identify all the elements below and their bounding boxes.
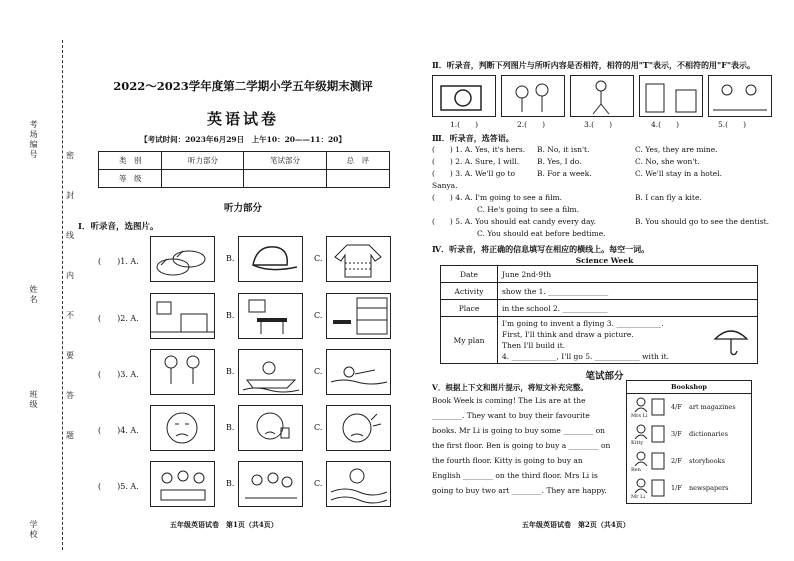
option-b-label: B. [226,367,235,376]
choice-b[interactable]: B. You should go to see the dentist. [635,217,770,226]
q1-title: Ⅰ．听录音，选图片。 [78,222,159,232]
floor-item: art magazines [689,403,736,411]
swimming-image [326,349,391,395]
boat-image [238,349,303,395]
choice-b[interactable]: B. No, it isn't. [537,145,590,154]
camera-image [432,75,496,117]
choice-b[interactable]: B. Yes, I do. [537,157,582,166]
option-b-label: B. [226,423,235,432]
writing-section-title: 笔试部分 [585,371,624,382]
science-week-table [440,265,758,364]
sun-icon [327,462,390,506]
score-cell[interactable] [244,170,326,188]
library-image [326,293,391,339]
seal-char: 不 [66,311,74,320]
option-c-label: C. [314,254,323,263]
choice-a[interactable]: ( ) 2. A. Sure, I will. [432,157,520,166]
floor-number: 2/F [671,457,682,465]
street-image [639,75,703,117]
option-c-label: C. [314,479,323,488]
room-image [150,293,215,339]
q2-answer-slots [432,119,777,130]
score-cell[interactable] [162,170,244,188]
book-icon [651,452,665,470]
sick-face-image [150,405,215,451]
camera-icon [433,76,495,116]
floor-item: dictionaries [689,430,728,438]
plan-line: First, I'll think and draw a picture. [502,330,634,339]
q2-slot[interactable]: 4.( ) [651,120,680,129]
item-number: ( )2. A. [98,314,139,323]
subject-title: 英语试卷 [206,110,279,128]
table-icon [239,294,302,338]
umbrella-icon [711,323,751,357]
building-icon [640,76,702,116]
activity-value[interactable]: show the 1. ________________ [498,283,758,300]
q3-row [432,144,777,156]
score-table [98,151,390,188]
plan-line: 4. ____________, I'll go 5. ____________ with it. [502,352,669,361]
children-image [150,349,215,395]
q2-title: Ⅱ．听录音，判断下列图片与所听内容是否相符，相符的用"T"表示，不相符的用"F"表示。 [432,60,756,70]
footer-left: 五年级英语试卷 第1页（共4页） [170,520,278,529]
choice-a[interactable]: ( ) 4. A. I'm going to see a film. [432,193,562,202]
exam-room-label: 考场编号 [29,120,38,160]
name-label: 姓名 [29,285,38,305]
floor-item: newspapers [689,484,729,492]
q1-item-5 [78,461,408,511]
book-icon [651,398,665,416]
choice-b[interactable]: B. I can fly a kite. [635,193,702,202]
toothache-image [238,405,303,451]
bookshop-floor-row [627,394,751,421]
people-icon [239,462,302,506]
option-c-label: C. [314,367,323,376]
bookshop-floor-row [627,421,751,448]
picnic-image [238,461,303,507]
swimmer-icon [327,350,390,394]
q3-title: Ⅲ．听录音，选答语。 [432,133,514,143]
date-value: June 2nd-9th [498,266,758,283]
cap-icon [239,237,302,281]
school-label: 学校 [29,520,38,540]
score-header: 听力部分 [162,152,244,170]
boat-icon [239,350,302,394]
score-row-label: 等 级 [99,170,162,188]
hiking-image [570,75,634,117]
q1-item-2 [78,293,408,343]
book-week-passage: Book Week is coming! The Lis are at the ________. They want to buy their favourite books. Mr Li is going to buy some ________ on the first floor. Ben is going to buy a ________ on the fourth floor. Kitty is going to buy an English ________ on the third floor. Mrs Li is going to buy two art ________. They are happy. [432,396,611,495]
option-b-label: B. [226,311,235,320]
choice-c[interactable]: C. No, she won't. [635,157,700,166]
q1-item-3 [78,349,408,399]
hiker-icon [571,76,633,116]
q3-row [432,168,777,192]
plan-value[interactable] [498,317,758,364]
score-cell[interactable] [326,170,389,188]
q3-row [432,156,777,168]
plan-line: Then I'll build it. [502,341,566,350]
choice-c[interactable]: C. We'll stay in a hotel. [635,169,723,178]
q3-row [432,216,777,228]
bookshop-floor-row [627,475,751,502]
person-name: Mrs Li [631,413,648,419]
place-value[interactable]: in the school 2. ____________ [498,300,758,317]
floor-number: 4/F [671,403,682,411]
q2-slot[interactable]: 1.( ) [450,120,479,129]
party-image [150,461,215,507]
binding-line [62,40,63,550]
choice-b[interactable]: B. For a week. [537,169,592,178]
exam-time: 【考试时间：2023年6月29日 上午10：20——11：20】 [140,135,346,144]
q1-item-1 [78,236,408,286]
shoes-image [150,236,215,282]
room-icon [151,294,214,338]
item-number: ( )3. A. [98,370,139,379]
activity-label: Activity [441,283,498,300]
q3-row [432,228,777,240]
face-icon [239,406,302,450]
beach-image [326,461,391,507]
person-name: Mr Li [631,494,646,500]
q1-item-4 [78,405,408,455]
bookshop-floor-row [627,448,751,475]
right-page [432,60,777,498]
floor-number: 1/F [671,484,682,492]
option-b-label: B. [226,254,235,263]
people-icon [709,76,771,116]
q3-row [432,204,777,216]
option-b-label: B. [226,479,235,488]
bookshelf-icon [327,294,390,338]
people-icon [151,462,214,506]
q4-title: Ⅳ．听录音，将正确的信息填写在相应的横线上。每空一词。 [432,244,650,254]
seal-char: 要 [66,351,74,360]
person-icon [633,450,649,466]
seal-char: 线 [66,231,74,240]
score-header: 类 别 [99,152,162,170]
q5-title: Ⅴ．根据上下文和图片提示，将短文补充完整。 [432,383,588,392]
choice-a[interactable]: ( ) 5. A. You should eat candy every day. [432,217,597,226]
seal-char: 答 [66,391,74,400]
binding-sidebar [0,0,74,561]
choice-c[interactable]: C. Yes, they are mine. [635,145,718,154]
q2-slot[interactable]: 2.( ) [517,120,546,129]
dining-room-image [238,293,303,339]
person-icon [633,477,649,493]
score-header: 笔试部分 [244,152,326,170]
person-icon [633,396,649,412]
seal-char: 内 [66,271,74,280]
left-page [78,60,408,232]
floor-number: 3/F [671,430,682,438]
sweater-icon [327,237,390,281]
person-name: Ben [631,467,641,473]
person-name: Kitty [631,440,644,446]
exam-title: 2022～2023学年度第二学期小学五年级期末测评 [113,79,373,93]
plan-line: I'm going to invent a flying 3. ____________. [502,319,664,328]
q2-slot[interactable]: 5.( ) [718,120,747,129]
date-label: Date [441,266,498,283]
science-week-title: Science Week [575,256,634,265]
choice-a[interactable]: ( ) 3. A. We'll go to Sanya. [432,169,515,190]
book-icon [651,479,665,497]
choice-c[interactable]: C. You should eat before bedtime. [432,229,606,238]
place-label: Place [441,300,498,317]
book-icon [651,425,665,443]
option-c-label: C. [314,311,323,320]
kids-icon [151,350,214,394]
item-number: ( )4. A. [98,426,139,435]
face-icon [327,406,390,450]
choice-c[interactable]: C. He's going to see a film. [432,205,580,214]
seal-char: 封 [66,191,74,200]
item-number: ( )1. A. [98,257,139,266]
plan-label: My plan [441,317,498,364]
shoes-icon [151,237,214,281]
option-c-label: C. [314,423,323,432]
flowers-image [501,75,565,117]
sweater-image [326,236,391,282]
bookshop-title: Bookshop [627,381,751,394]
face-icon [151,406,214,450]
q3-row [432,192,777,204]
footer-right: 五年级英语试卷 第2页（共4页） [522,520,630,529]
choice-a[interactable]: ( ) 1. A. Yes, it's hers. [432,145,526,154]
cap-image [238,236,303,282]
item-number: ( )5. A. [98,482,139,491]
score-header: 总 评 [326,152,389,170]
q2-images [432,75,777,117]
bookshop-diagram [626,380,752,504]
q2-slot[interactable]: 3.( ) [584,120,613,129]
floor-item: storybooks [689,457,725,465]
q3-choices [432,144,777,240]
seal-char: 密 [66,151,74,160]
playground-image [708,75,772,117]
person-icon [633,423,649,439]
seal-char: 题 [66,431,74,440]
headache-image [326,405,391,451]
flower-icon [502,76,564,116]
class-label: 班级 [29,390,38,410]
listening-section-title: 听力部分 [223,203,262,214]
